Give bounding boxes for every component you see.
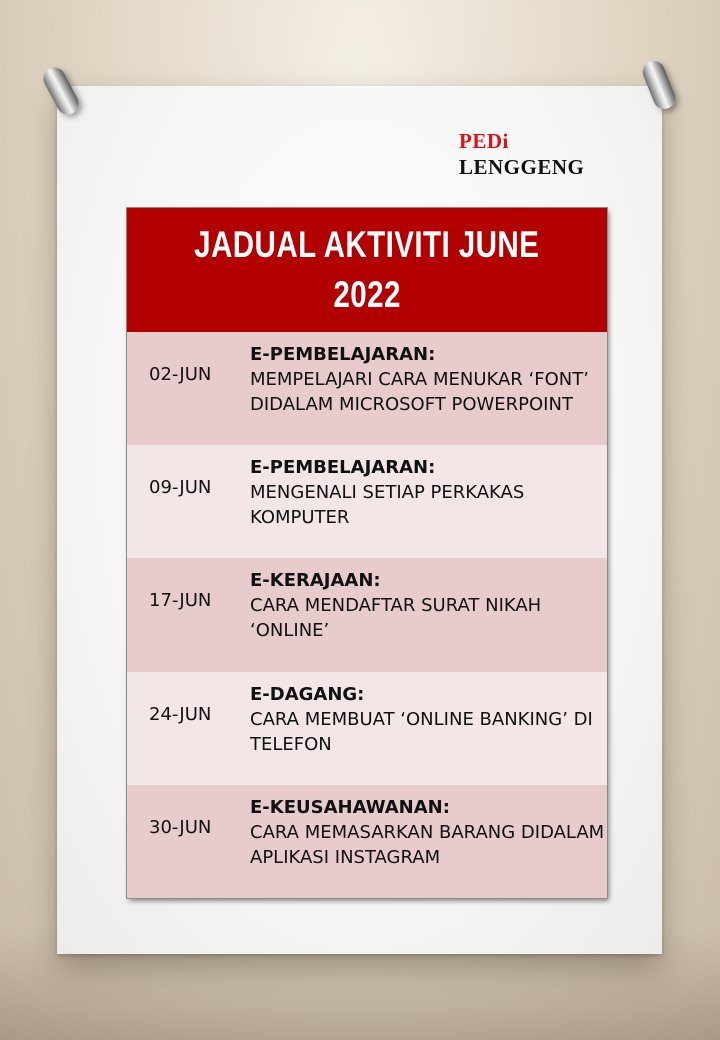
- table-row: [127, 332, 607, 445]
- row-description: MENGENALI SETIAP PERKAKAS KOMPUTER: [250, 482, 525, 529]
- row-description: CARA MEMASARKAN BARANG DIDALAM APLIKASI INSTAGRAM: [250, 821, 605, 868]
- row-category: E-DAGANG:: [250, 683, 365, 705]
- row-date: 17-JUN: [149, 590, 212, 612]
- brand-line1: PEDi: [459, 129, 509, 153]
- schedule-year: 2022: [333, 274, 401, 315]
- row-activity: [250, 682, 605, 757]
- row-date: 30-JUN: [149, 816, 212, 838]
- table-row: [127, 445, 607, 558]
- row-description: CARA MENDAFTAR SURAT NIKAH ‘ONLINE’: [250, 595, 542, 642]
- row-category: E-KERAJAAN:: [250, 570, 381, 592]
- row-category: E-PEMBELAJARAN:: [250, 344, 436, 365]
- row-description: CARA MEMBUAT ‘ONLINE BANKING’ DI TELEFON: [250, 708, 593, 755]
- row-activity: [250, 342, 605, 417]
- table-row: [127, 558, 607, 671]
- row-category: E-PEMBELAJARAN:: [250, 457, 436, 479]
- row-category: E-KEUSAHAWANAN:: [250, 796, 450, 818]
- row-description: MEMPELAJARI CARA MENUKAR ‘FONT’ DIDALAM MICROSOFT POWERPOINT: [250, 369, 589, 415]
- row-date: 24-JUN: [149, 703, 212, 725]
- row-activity: [250, 455, 605, 530]
- schedule-header: [127, 208, 607, 332]
- row-date: 02-JUN: [149, 364, 212, 386]
- row-activity: [250, 568, 605, 643]
- schedule-title: JADUAL AKTIVITI JUNE: [194, 224, 540, 265]
- table-row: [127, 785, 607, 898]
- row-activity: [250, 795, 605, 870]
- brand-logo: [459, 128, 584, 180]
- table-row: [127, 672, 607, 785]
- brand-line2: LENGGENG: [459, 155, 585, 179]
- row-date: 09-JUN: [149, 477, 212, 499]
- schedule-table: [127, 208, 607, 898]
